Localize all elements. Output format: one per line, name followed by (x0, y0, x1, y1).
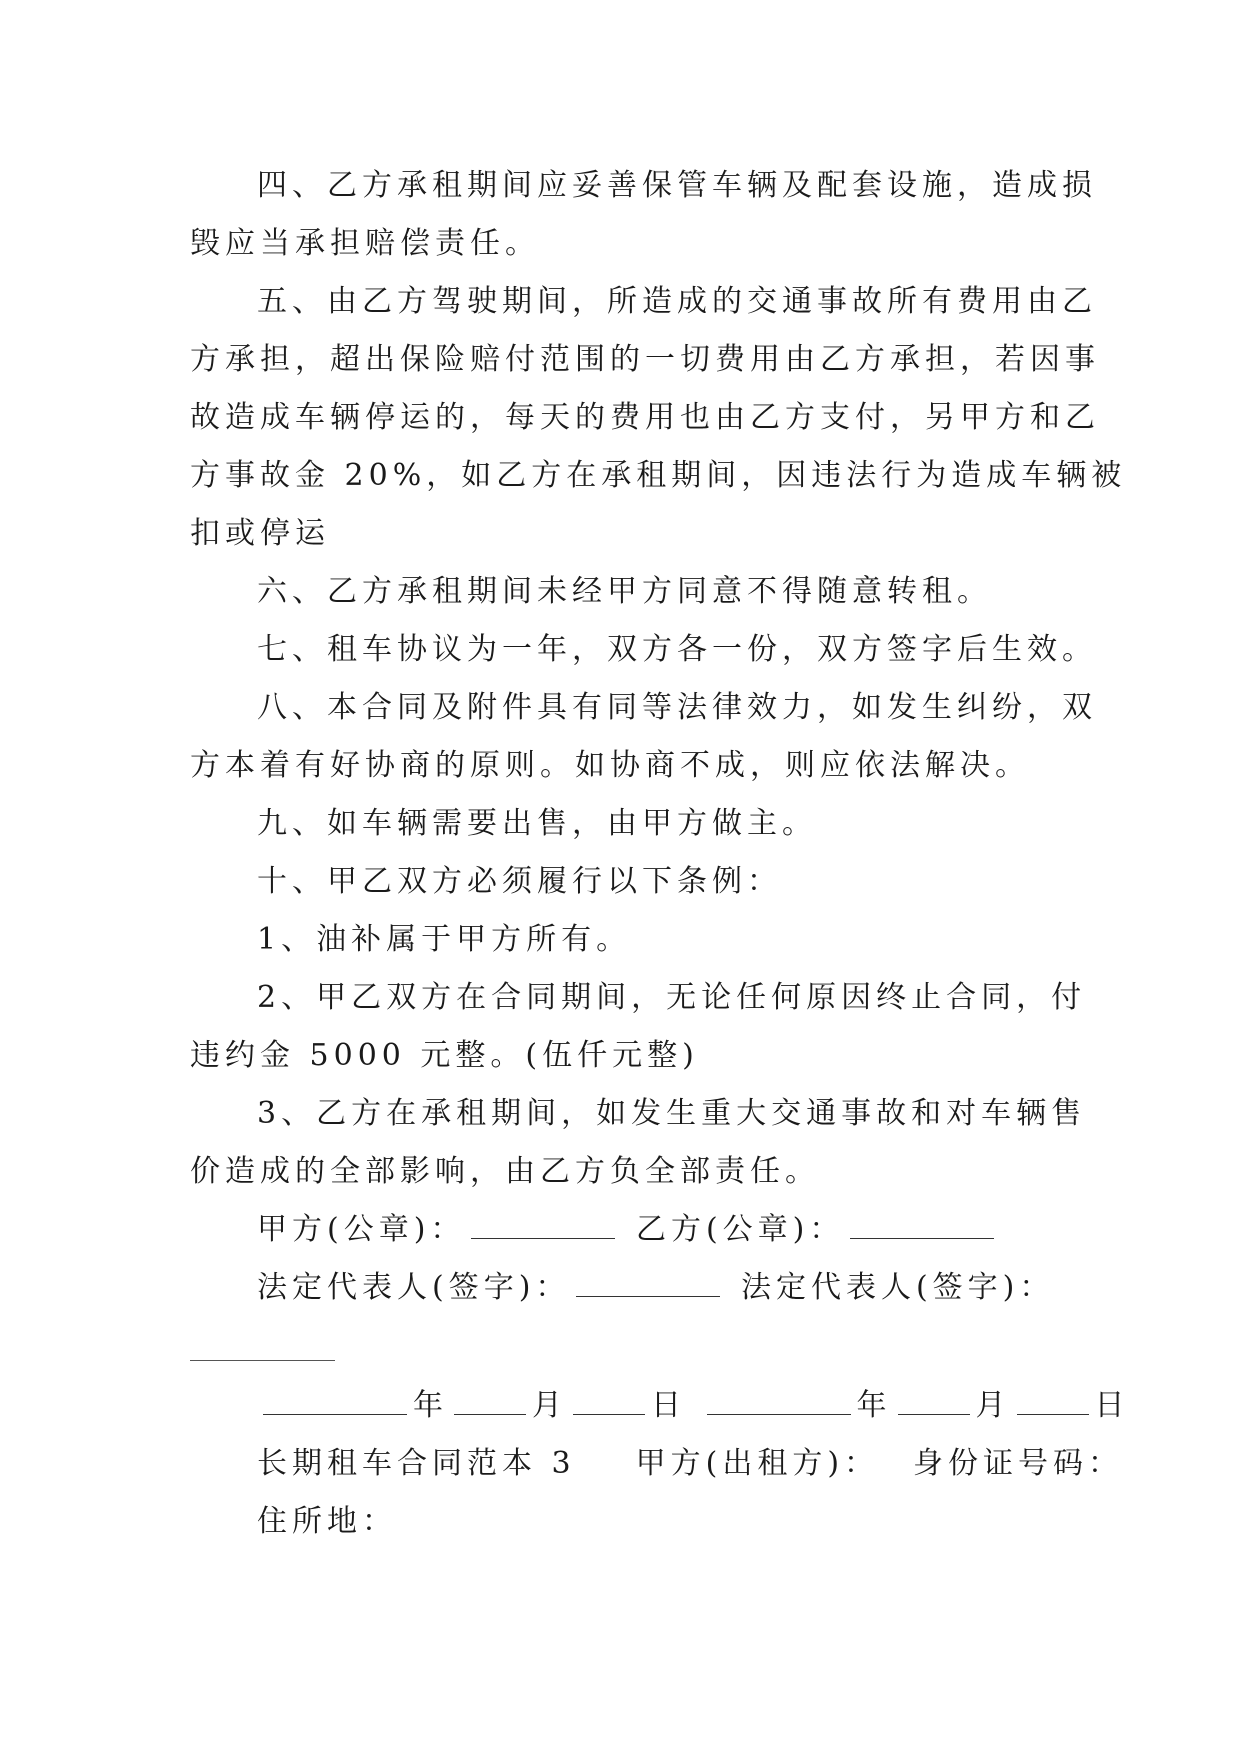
date-b-day-label: 日 (1094, 1388, 1130, 1423)
date-a-month-blank (454, 1388, 526, 1415)
date-b-month-blank (898, 1388, 970, 1415)
date-a-year-label: 年 (413, 1388, 448, 1423)
clause-5-line-1: 五、由乙方驾驶期间，所造成的交通事故所有费用由乙 (257, 284, 1097, 319)
date-b-day-blank (1017, 1388, 1089, 1415)
clause-4-line-1: 四、乙方承租期间应妥善保管车辆及配套设施，造成损 (257, 168, 1097, 203)
date-a-day-label: 日 (651, 1388, 686, 1423)
clause-6: 六、乙方承租期间未经甲方同意不得随意转租。 (257, 574, 992, 609)
legal-rep-a-label: 法定代表人(签字)： (257, 1270, 571, 1305)
term-3-line-2: 价造成的全部影响，由乙方负全部责任。 (190, 1154, 820, 1189)
term-2-line-2: 违约金 5000 元整。(伍仟元整) (190, 1038, 699, 1073)
term-1: 1、油补属于甲方所有。 (257, 922, 632, 957)
date-b-year-blank (707, 1388, 851, 1415)
date-a-day-blank (573, 1388, 645, 1415)
party-a-seal-label: 甲方(公章)： (257, 1212, 466, 1247)
clause-4-line-2: 毁应当承担赔偿责任。 (190, 226, 540, 261)
next-template-row (257, 1444, 1123, 1484)
date-row (257, 1386, 1130, 1426)
legal-rep-b-blank (190, 1360, 335, 1361)
clause-5-line-3: 故造成车辆停运的，每天的费用也由乙方支付，另甲方和乙 (190, 400, 1100, 435)
address-label: 住所地： (257, 1504, 397, 1539)
lessor-label: 甲方(出租方)： (635, 1446, 880, 1481)
date-b-month-label: 月 (975, 1388, 1011, 1423)
term-3-line-1: 3、乙方在承租期间，如发生重大交通事故和对车辆售 (257, 1096, 1087, 1131)
date-a-year-blank (263, 1388, 407, 1415)
clause-5-line-2: 方承担，超出保险赔付范围的一切费用由乙方承担，若因事 (190, 342, 1100, 377)
party-a-seal-blank (471, 1212, 615, 1239)
clause-5-line-4: 方事故金 20%，如乙方在承租期间，因违法行为造成车辆被 (190, 458, 1127, 493)
clause-10: 十、甲乙双方必须履行以下条例： (257, 864, 782, 899)
id-number-label: 身份证号码： (913, 1446, 1124, 1481)
clause-9: 九、如车辆需要出售，由甲方做主。 (257, 806, 817, 841)
date-b-year-label: 年 (856, 1388, 892, 1423)
term-2-line-1: 2、甲乙双方在合同期间，无论任何原因终止合同，付 (257, 980, 1087, 1015)
template-title: 长期租车合同范本 3 (257, 1446, 576, 1481)
clause-8-line-1: 八、本合同及附件具有同等法律效力，如发生纠纷，双 (257, 690, 1097, 725)
seal-row (257, 1210, 1000, 1250)
clause-8-line-2: 方本着有好协商的原则。如协商不成，则应依法解决。 (190, 748, 1030, 783)
legal-rep-a-blank (576, 1270, 720, 1297)
clause-5-line-5: 扣或停运 (190, 516, 330, 551)
clause-7: 七、租车协议为一年，双方各一份，双方签字后生效。 (257, 632, 1097, 667)
date-a-month-label: 月 (532, 1388, 567, 1423)
legal-rep-b-label: 法定代表人(签字)： (740, 1270, 1055, 1305)
party-b-seal-blank (850, 1212, 994, 1239)
legal-rep-row (257, 1268, 1054, 1308)
party-b-seal-label: 乙方(公章)： (635, 1212, 845, 1247)
